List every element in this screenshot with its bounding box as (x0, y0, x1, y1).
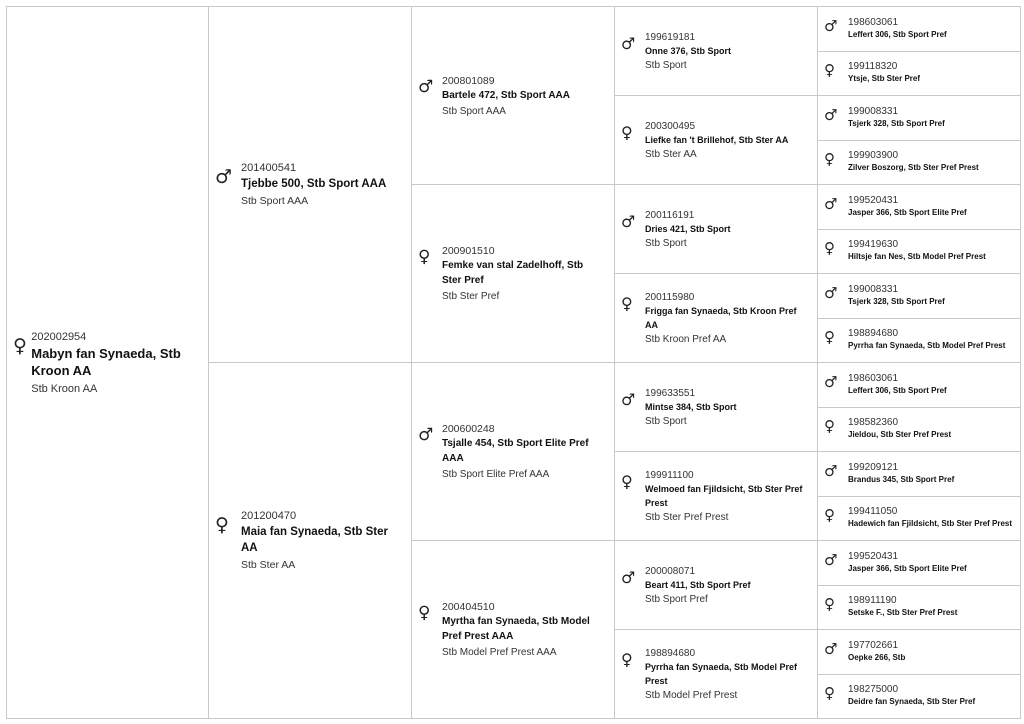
male-icon: ♂ (824, 372, 838, 391)
female-icon: ♀ (13, 334, 27, 357)
generation-4-column (818, 7, 1021, 719)
horse-name: Jasper 366, Stb Sport Elite Pref (848, 563, 967, 573)
horse-predicate: Stb Sport AAA (241, 195, 309, 207)
female-icon: ♀ (824, 506, 835, 525)
registration-number: 198275000 (848, 684, 899, 696)
female-icon: ♀ (621, 122, 633, 142)
horse-predicate: Stb Kroon Pref AA (645, 333, 727, 345)
great-great-grandparent-card[interactable] (818, 408, 1021, 453)
horse-name: Tsjerk 328, Stb Sport Pref (848, 118, 945, 128)
horse-name: Tsjalle 454, Stb Sport Elite Pref AAA (442, 438, 589, 464)
horse-name: Bartele 472, Stb Sport AAA (442, 89, 570, 101)
female-icon: ♀ (215, 514, 229, 536)
male-icon: ♂ (824, 105, 838, 124)
registration-number: 199419630 (848, 239, 899, 251)
generation-3-column (615, 7, 818, 719)
horse-name: Brandus 345, Stb Sport Pref (848, 474, 955, 484)
great-great-grandparent-card[interactable] (818, 52, 1021, 97)
female-icon: ♀ (824, 595, 835, 614)
horse-name: Myrtha fan Synaeda, Stb Model Pref Prest AAA (442, 616, 590, 642)
horse-predicate: Stb Ster AA (241, 559, 296, 571)
female-icon: ♀ (621, 471, 633, 491)
great-great-grandparent-card[interactable] (818, 141, 1021, 186)
great-grandparent-card[interactable] (615, 7, 818, 96)
great-grandparent-card[interactable] (615, 452, 818, 541)
horse-name: Leffert 306, Stb Sport Pref (848, 385, 947, 395)
great-great-grandparent-card[interactable] (818, 96, 1021, 141)
great-great-grandparent-card[interactable] (818, 185, 1021, 230)
great-great-grandparent-card[interactable] (818, 452, 1021, 497)
female-icon: ♀ (824, 328, 835, 347)
horse-name: Welmoed fan Fjildsicht, Stb Ster Pref Prest (645, 483, 803, 508)
great-great-grandparent-card[interactable] (818, 541, 1021, 586)
registration-number: 198894680 (848, 328, 899, 340)
great-great-grandparent-card[interactable] (818, 7, 1021, 52)
horse-predicate: Stb Sport Elite Pref AAA (442, 469, 550, 480)
great-great-grandparent-card[interactable] (818, 497, 1021, 542)
great-great-grandparent-card[interactable] (818, 586, 1021, 631)
horse-predicate: Stb Sport (645, 415, 687, 427)
grandparent-card[interactable] (412, 541, 615, 719)
male-icon: ♂ (621, 211, 636, 231)
horse-name: Beart 411, Stb Sport Pref (645, 579, 751, 590)
registration-number: 202002954 (31, 330, 87, 343)
great-grandparent-card[interactable] (615, 96, 818, 185)
horse-name: Pyrrha fan Synaeda, Stb Model Pref Prest (848, 341, 1006, 351)
female-icon: ♀ (824, 239, 835, 258)
horse-predicate: Stb Ster AA (645, 148, 697, 160)
male-icon: ♂ (824, 550, 838, 569)
horse-name: Jasper 366, Stb Sport Elite Pref (848, 207, 967, 217)
male-icon: ♂ (824, 461, 838, 480)
grandparent-card[interactable] (412, 185, 615, 363)
registration-number: 199911100 (645, 469, 694, 481)
male-icon: ♂ (824, 639, 838, 658)
male-icon: ♂ (621, 389, 636, 409)
registration-number: 198603061 (848, 372, 899, 384)
registration-number: 199008331 (848, 283, 899, 295)
registration-number: 200116191 (645, 209, 695, 221)
female-icon: ♀ (824, 61, 835, 80)
horse-predicate: Stb Ster Pref Prest (645, 511, 729, 523)
horse-name: Oepke 266, Stb (848, 652, 906, 662)
horse-name: Ytsje, Stb Ster Pref (848, 74, 921, 84)
registration-number: 199008331 (848, 105, 899, 117)
horse-name: Liefke fan 't Brillehof, Stb Ster AA (645, 134, 789, 145)
horse-predicate: Stb Model Pref Prest (645, 689, 738, 701)
registration-number: 197702661 (848, 639, 899, 651)
horse-name: Hiltsje fan Nes, Stb Model Pref Prest (848, 252, 986, 262)
generation-1-column (209, 7, 412, 719)
registration-number: 201200470 (241, 510, 297, 522)
male-icon: ♂ (824, 16, 838, 35)
horse-name: Setske F., Stb Ster Pref Prest (848, 608, 958, 618)
horse-name: Frigga fan Synaeda, Stb Kroon Pref AA (645, 305, 797, 330)
great-grandparent-card[interactable] (615, 541, 818, 630)
male-icon: ♂ (824, 194, 838, 213)
registration-number: 199520431 (848, 194, 899, 206)
sire-card[interactable] (209, 7, 412, 363)
female-icon: ♀ (824, 684, 835, 703)
grandparent-card[interactable] (412, 363, 615, 541)
registration-number: 199411050 (848, 506, 898, 518)
horse-name: Pyrrha fan Synaeda, Stb Model Pref Prest (645, 661, 798, 686)
registration-number: 200115980 (645, 291, 695, 303)
horse-name: Mintse 384, Stb Sport (645, 401, 737, 412)
great-grandparent-card[interactable] (615, 630, 818, 719)
horse-predicate: Stb Sport (645, 59, 687, 71)
registration-number: 199619181 (645, 31, 696, 43)
great-grandparent-card[interactable] (615, 363, 818, 452)
male-icon: ♂ (215, 166, 233, 188)
registration-number: 199633551 (645, 387, 696, 399)
horse-name: Femke van stal Zadelhoff, Stb Ster Pref (442, 260, 584, 286)
registration-number: 199520431 (848, 550, 899, 562)
horse-name: Mabyn fan Synaeda, Stb Kroon AA (31, 345, 181, 378)
female-icon: ♀ (824, 417, 835, 436)
registration-number: 198894680 (645, 647, 696, 659)
generation-2-column (412, 7, 615, 719)
horse-name: Hadewich fan Fjildsicht, Stb Ster Pref Prest (848, 519, 1013, 529)
registration-number: 199209121 (848, 461, 899, 473)
great-great-grandparent-card[interactable] (818, 630, 1021, 675)
male-icon: ♂ (621, 33, 636, 53)
male-icon: ♂ (418, 425, 434, 445)
great-grandparent-card[interactable] (615, 185, 818, 274)
horse-name: Tjebbe 500, Stb Sport AAA (241, 178, 387, 190)
great-great-grandparent-card[interactable] (818, 230, 1021, 275)
horse-name: Leffert 306, Stb Sport Pref (848, 29, 947, 39)
horse-name: Tsjerk 328, Stb Sport Pref (848, 296, 945, 306)
great-great-grandparent-card[interactable] (818, 274, 1021, 319)
female-icon: ♀ (621, 293, 633, 313)
great-grandparent-card[interactable] (615, 274, 818, 363)
registration-number: 198911190 (848, 595, 897, 607)
great-great-grandparent-card[interactable] (818, 363, 1021, 408)
horse-predicate: Stb Sport AAA (442, 105, 506, 117)
horse-name: Dries 421, Stb Sport (645, 223, 731, 234)
registration-number: 200008071 (645, 565, 696, 577)
registration-number: 198582360 (848, 417, 899, 429)
horse-name: Zilver Boszorg, Stb Ster Pref Prest (848, 163, 979, 173)
registration-number: 200404510 (442, 601, 495, 613)
grandparent-card[interactable] (412, 7, 615, 185)
pedigree-chart (6, 6, 1021, 719)
registration-number: 200801089 (442, 74, 495, 87)
great-great-grandparent-card[interactable] (818, 319, 1021, 364)
registration-number: 199903900 (848, 150, 899, 162)
great-great-grandparent-card[interactable] (818, 675, 1021, 720)
horse-name: Onne 376, Stb Sport (645, 45, 732, 56)
registration-number: 198603061 (848, 16, 899, 28)
horse-name: Jieldou, Stb Ster Pref Prest (848, 430, 952, 440)
horse-predicate: Stb Kroon AA (31, 382, 98, 395)
dam-card[interactable] (209, 363, 412, 719)
registration-number: 200600248 (442, 423, 495, 435)
horse-name: Deidre fan Synaeda, Stb Ster Pref (848, 697, 976, 707)
female-icon: ♀ (621, 649, 633, 669)
registration-number: 201400541 (241, 162, 297, 174)
female-icon: ♀ (418, 603, 431, 623)
registration-number: 200300495 (645, 120, 696, 132)
female-icon: ♀ (824, 150, 835, 169)
registration-number: 199118320 (848, 61, 898, 73)
horse-predicate: Stb Ster Pref (442, 291, 500, 302)
subject-horse-card[interactable] (7, 7, 209, 719)
female-icon: ♀ (418, 247, 431, 267)
horse-predicate: Stb Sport (645, 237, 687, 249)
male-icon: ♂ (621, 567, 636, 587)
registration-number: 200901510 (442, 245, 495, 257)
male-icon: ♂ (418, 76, 434, 97)
horse-predicate: Stb Sport Pref (645, 593, 708, 605)
generation-0-column (7, 7, 209, 719)
horse-predicate: Stb Model Pref Prest AAA (442, 647, 557, 658)
male-icon: ♂ (824, 283, 838, 302)
horse-name: Maia fan Synaeda, Stb Ster AA (241, 526, 388, 554)
